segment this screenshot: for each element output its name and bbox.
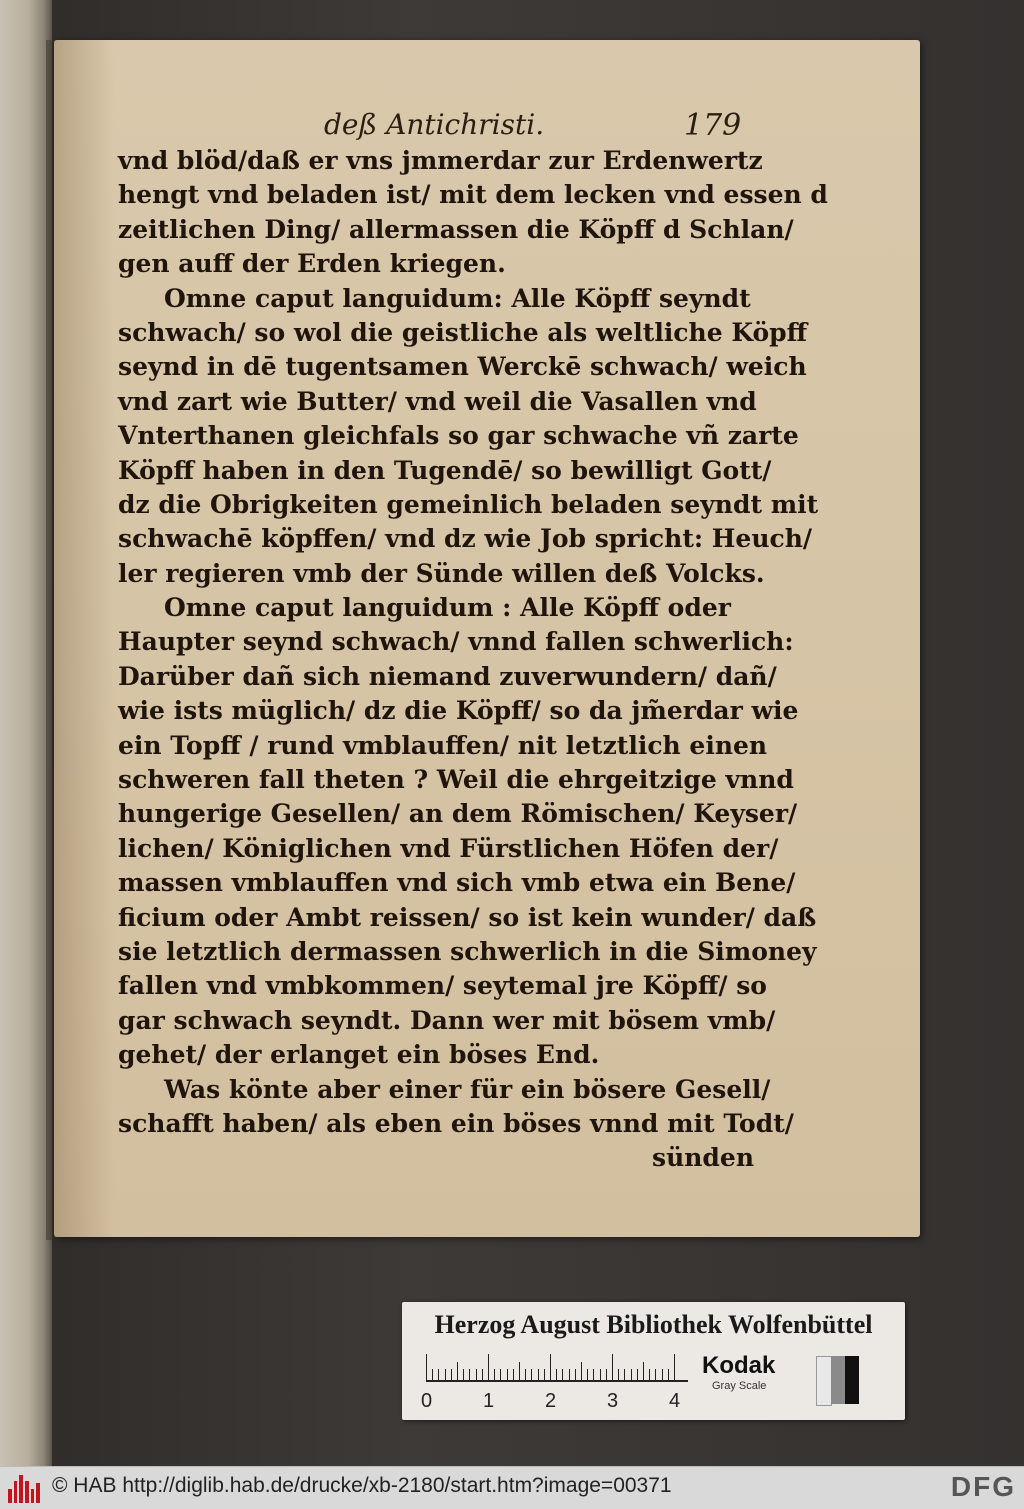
- ruler-tick: [655, 1369, 656, 1380]
- text-line: zeitlichen Ding/ allermassen die Köpff d Schlan/: [118, 214, 794, 244]
- text-line: dz die Obrigkeiten gemeinlich beladen seyndt mit: [118, 489, 819, 519]
- footer-bar: [0, 1466, 1024, 1509]
- ruler-tick: [643, 1362, 644, 1380]
- text-line: gen auff der Erden kriegen.: [118, 249, 506, 279]
- ruler-tick: [513, 1369, 514, 1380]
- text-line: lichen/ Königlichen vnd Fürstlichen Höfen der/: [118, 833, 779, 863]
- ruler-tick: [538, 1369, 539, 1380]
- ruler-number: 0: [421, 1390, 433, 1412]
- text-line: gar schwach seyndt. Dann wer mit bösem vmb/: [118, 1005, 776, 1035]
- ruler-number: 1: [483, 1390, 495, 1412]
- ruler-tick: [488, 1354, 489, 1380]
- text-line: vnd blöd/daß er vns jmmerdar zur Erdenwertz: [118, 146, 763, 175]
- text-line: hungerige Gesellen/ an dem Römischen/ Keyser/: [118, 799, 798, 829]
- ruler-tick: [606, 1369, 607, 1380]
- ruler-tick: [457, 1362, 458, 1380]
- text-line: ler regieren vmb der Sünde willen deß Volcks.: [118, 558, 765, 588]
- text-line: schwachē köpffen/ vnd dz wie Job spricht: Heuch/: [118, 524, 813, 554]
- gray-swatch-white: [816, 1356, 832, 1406]
- text-line: Köpff haben in den Tugendē/ so bewilligt Gott/: [118, 455, 772, 485]
- ruler-tick: [674, 1354, 675, 1380]
- ruler-tick: [476, 1369, 477, 1380]
- ruler-tick: [637, 1369, 638, 1380]
- book-page: [54, 40, 920, 1237]
- previous-page-edge: [0, 0, 52, 1466]
- copyright-link[interactable]: © HAB http://diglib.hab.de/drucke/xb-2180/start.htm?image=00371: [52, 1474, 672, 1497]
- text-line: massen vmblauffen vnd sich vmb etwa ein Bene/: [118, 868, 796, 898]
- ruler-tick: [575, 1369, 576, 1380]
- text-line: hengt vnd beladen ist/ mit dem lecken vnd essen d: [118, 180, 828, 210]
- ruler-tick: [426, 1354, 427, 1380]
- gray-swatch-black: [845, 1356, 859, 1404]
- text-line: ficium oder Ambt reissen/ so ist kein wunder/ daß: [118, 902, 817, 932]
- ruler-tick: [612, 1354, 613, 1380]
- text-line: wie ists müglich/ dz die Köpff/ so da jm̃erdar wie: [118, 696, 799, 726]
- ruler-tick: [618, 1369, 619, 1380]
- ruler-tick: [525, 1369, 526, 1380]
- hab-logo-icon: [8, 1473, 40, 1503]
- text-block: [118, 144, 828, 1176]
- text-line: seynd in dē tugentsamen Werckē schwach/ weich: [118, 352, 807, 382]
- page-number: 179: [684, 108, 742, 143]
- text-line: Darüber dañ sich niemand zuverwundern/ dañ/: [118, 661, 777, 691]
- ruler-tick: [519, 1362, 520, 1380]
- ruler-tick: [507, 1369, 508, 1380]
- text-line: Omne caput languidum : Alle Köpff oder: [164, 593, 731, 623]
- ruler-tick: [593, 1369, 594, 1380]
- text-line: Omne caput languidum: Alle Köpff seyndt: [164, 283, 751, 313]
- ruler-tick: [469, 1369, 470, 1380]
- ruler-tick: [531, 1369, 532, 1380]
- ruler-tick: [432, 1369, 433, 1380]
- ruler-number: 3: [607, 1390, 619, 1412]
- grayscale-label: Gray Scale: [712, 1380, 767, 1392]
- page-shading: [54, 40, 114, 1237]
- ruler-tick: [451, 1369, 452, 1380]
- ruler-number: 2: [545, 1390, 557, 1412]
- ruler-tick: [463, 1369, 464, 1380]
- ruler-number: 4: [669, 1390, 681, 1412]
- catchword: sünden: [652, 1143, 754, 1173]
- text-line: sie letztlich dermassen schwerlich in die Simoney: [118, 936, 817, 966]
- ruler-tick: [649, 1369, 650, 1380]
- chart-title: Herzog August Bibliothek Wolfenbüttel: [434, 1310, 873, 1339]
- ruler-tick: [631, 1369, 632, 1380]
- ruler-tick: [438, 1369, 439, 1380]
- text-line: ein Topff / rund vmblauffen/ nit letztlich einen: [118, 730, 768, 760]
- ruler-tick: [494, 1369, 495, 1380]
- ruler-tick: [482, 1369, 483, 1380]
- ruler-tick: [445, 1369, 446, 1380]
- ruler-tick: [500, 1369, 501, 1380]
- ruler-tick: [550, 1354, 551, 1380]
- scale-ruler: [426, 1352, 688, 1382]
- ruler-tick: [662, 1369, 663, 1380]
- text-line: schweren fall theten ? Weil die ehrgeitzige vnnd: [118, 765, 794, 795]
- color-calibration-chart: [402, 1302, 905, 1420]
- text-line: Vnterthanen gleichfals so gar schwache vñ zarte: [118, 421, 799, 451]
- ruler-tick: [562, 1369, 563, 1380]
- text-line: schafft haben/ als eben ein böses vnnd mit Todt/: [118, 1108, 794, 1138]
- kodak-brand: Kodak: [702, 1352, 776, 1379]
- ruler-tick: [556, 1369, 557, 1380]
- text-line: Was könte aber einer für ein bösere Gesell/: [164, 1074, 771, 1104]
- text-line: fallen vnd vmbkommen/ seytemal jre Köpff/ so: [118, 971, 767, 1001]
- ruler-tick: [587, 1369, 588, 1380]
- ruler-tick: [544, 1369, 545, 1380]
- ruler-tick: [581, 1362, 582, 1380]
- text-line: gehet/ der erlanget ein böses End.: [118, 1040, 600, 1070]
- text-line: schwach/ so wol die geistliche als weltliche Köpff: [118, 317, 808, 347]
- ruler-tick: [600, 1369, 601, 1380]
- gray-swatch-mid: [831, 1356, 845, 1404]
- ruler-tick: [569, 1369, 570, 1380]
- ruler-tick: [624, 1369, 625, 1380]
- running-head: deß Antichristi.: [324, 108, 545, 141]
- text-line: vnd zart wie Butter/ vnd weil die Vasallen vnd: [118, 386, 757, 416]
- dfg-logo: DFG: [950, 1471, 1016, 1502]
- text-line: Haupter seynd schwach/ vnnd fallen schwerlich:: [118, 627, 794, 657]
- ruler-tick: [668, 1369, 669, 1380]
